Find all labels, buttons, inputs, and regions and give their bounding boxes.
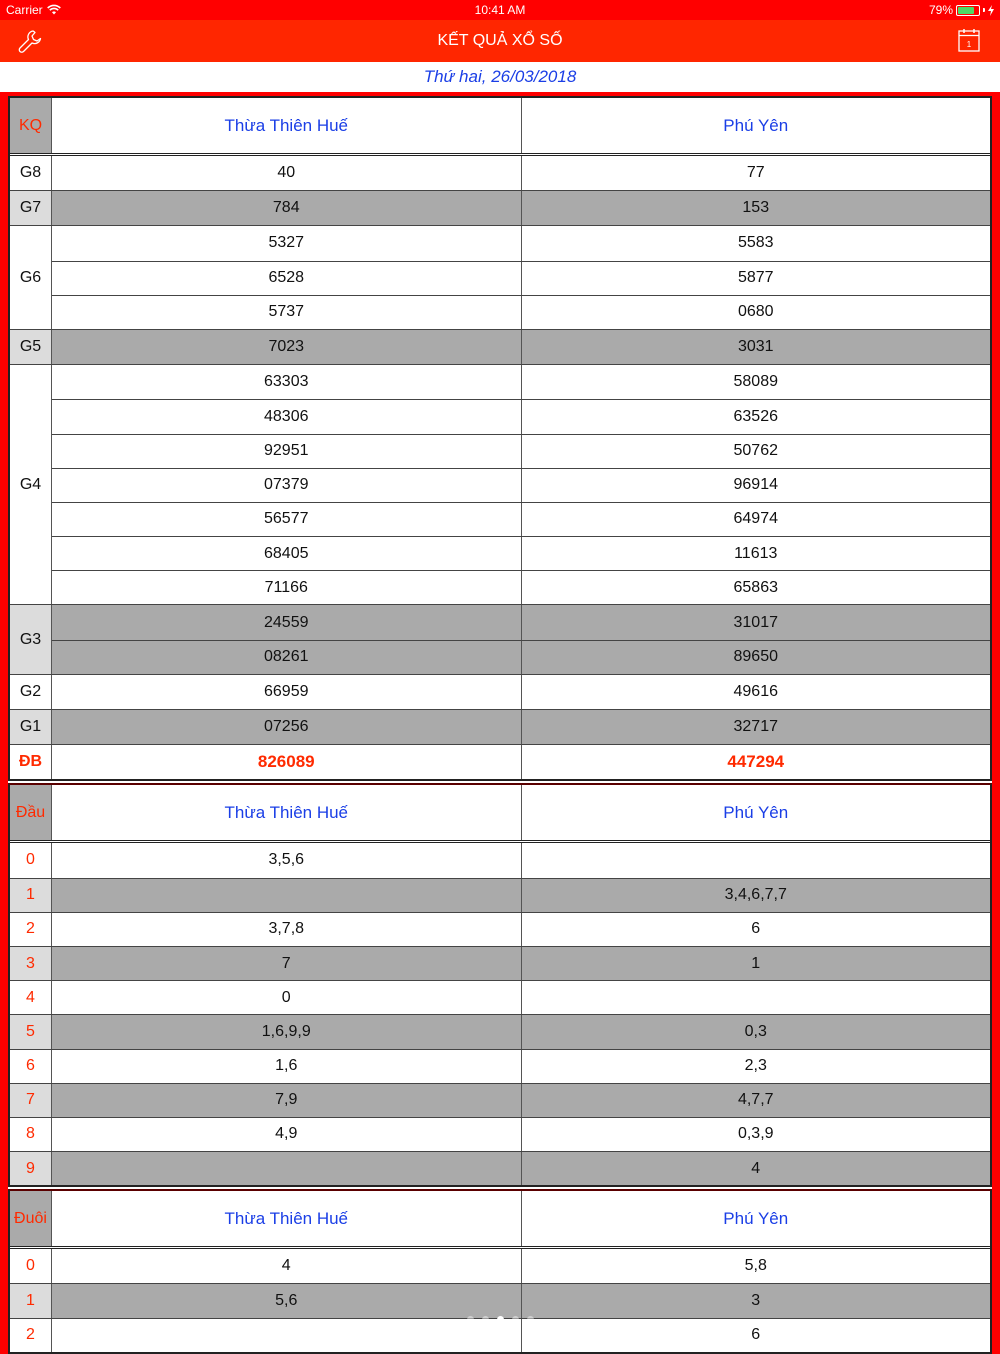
dau-body [10, 843, 990, 1185]
carrier-label: Carrier [6, 3, 43, 17]
digit-label: 1 [10, 879, 52, 912]
prize-rows [52, 226, 990, 329]
calendar-day: 1 [966, 40, 972, 49]
digit-values: 4 [521, 1152, 991, 1185]
prize-group [10, 156, 990, 190]
table-row [52, 640, 990, 674]
table-row [10, 878, 990, 912]
charging-bolt-icon [988, 5, 994, 16]
province-header: Thừa Thiên Huế [52, 1191, 521, 1246]
result-number: 0680 [521, 296, 991, 329]
prize-group [10, 190, 990, 225]
table-row [10, 1117, 990, 1151]
prize-group [10, 329, 990, 364]
prize-label: G4 [10, 365, 52, 604]
table-row [52, 330, 990, 364]
prize-label: G8 [10, 156, 52, 190]
result-number: 71166 [52, 571, 521, 604]
table-row [52, 502, 990, 536]
page-title: KẾT QUẢ XỔ SỐ [437, 32, 563, 49]
table-row [52, 468, 990, 502]
result-number: 40 [52, 156, 521, 190]
page-dot[interactable] [527, 1316, 534, 1323]
results-body [10, 156, 990, 779]
prize-rows [52, 365, 990, 604]
digit-label: 2 [10, 913, 52, 946]
page-dot[interactable] [482, 1316, 489, 1323]
results-header-row [10, 98, 990, 156]
table-row [52, 156, 990, 190]
table-row [52, 675, 990, 709]
battery-indicator [929, 3, 994, 17]
calendar-icon [958, 28, 980, 52]
province-header: Phú Yên [521, 98, 991, 153]
digit-label: 7 [10, 1084, 52, 1117]
prize-group [10, 744, 990, 779]
result-number: 5877 [521, 262, 991, 295]
prize-rows [52, 156, 990, 190]
prize-label: G5 [10, 330, 52, 364]
duoi-header-label: Đuôi [10, 1191, 52, 1246]
result-number: 92951 [52, 435, 521, 468]
table-row [52, 226, 990, 260]
table-row [52, 434, 990, 468]
table-row [52, 536, 990, 570]
table-row [10, 1083, 990, 1117]
digit-label: 1 [10, 1284, 52, 1317]
result-number: 07256 [52, 710, 521, 744]
result-number: 6528 [52, 262, 521, 295]
digit-values [52, 1152, 521, 1185]
clock: 10:41 AM [474, 3, 526, 17]
battery-level [958, 7, 974, 14]
result-number: 68405 [52, 537, 521, 570]
table-row [52, 295, 990, 329]
digit-values [521, 843, 991, 877]
table-row [10, 1049, 990, 1083]
result-number: 153 [521, 191, 991, 225]
prize-group [10, 709, 990, 744]
prize-label: G6 [10, 226, 52, 329]
digit-label: 0 [10, 843, 52, 877]
page-dot[interactable] [467, 1316, 474, 1323]
prize-group [10, 604, 990, 673]
digit-values: 6 [521, 1319, 991, 1352]
digit-values: 7 [52, 947, 521, 980]
calendar-button[interactable] [958, 28, 982, 54]
table-row [52, 191, 990, 225]
table-row [10, 1249, 990, 1283]
result-number: 66959 [52, 675, 521, 709]
results-table [8, 96, 992, 781]
result-number: 24559 [52, 605, 521, 639]
duoi-body [10, 1249, 990, 1352]
digit-values: 3,4,6,7,7 [521, 879, 991, 912]
digit-values: 0,3,9 [521, 1118, 991, 1151]
digit-values: 1,6 [52, 1050, 521, 1083]
digit-values: 4 [52, 1249, 521, 1283]
digit-values: 0 [52, 981, 521, 1014]
digit-label: 9 [10, 1152, 52, 1185]
digit-label: 3 [10, 947, 52, 980]
prize-label: G1 [10, 710, 52, 744]
result-number: 11613 [521, 537, 991, 570]
prize-rows [52, 710, 990, 744]
province-header: Thừa Thiên Huế [52, 785, 521, 840]
digit-values: 3,7,8 [52, 913, 521, 946]
table-row [10, 843, 990, 877]
navigation-bar [0, 20, 1000, 62]
page-dot[interactable] [497, 1316, 504, 1323]
digit-values: 6 [521, 913, 991, 946]
dau-header-label: Đầu [10, 785, 52, 840]
result-number: 08261 [52, 641, 521, 674]
prize-rows [52, 605, 990, 673]
result-number: 49616 [521, 675, 991, 709]
result-number: 31017 [521, 605, 991, 639]
digit-values: 1,6,9,9 [52, 1015, 521, 1048]
digit-label: 4 [10, 981, 52, 1014]
battery-tip [983, 8, 985, 12]
digit-label: 5 [10, 1015, 52, 1048]
result-number: 77 [521, 156, 991, 190]
prize-rows [52, 675, 990, 709]
duoi-header-row [10, 1191, 990, 1249]
result-number: 89650 [521, 641, 991, 674]
table-row [52, 570, 990, 604]
digit-values [52, 879, 521, 912]
prize-label: ĐB [10, 745, 52, 779]
table-row [52, 261, 990, 295]
table-row [10, 1014, 990, 1048]
result-number: 96914 [521, 469, 991, 502]
result-number: 3031 [521, 330, 991, 364]
digit-values: 4,9 [52, 1118, 521, 1151]
province-header: Thừa Thiên Huế [52, 98, 521, 153]
digit-values [521, 981, 991, 1014]
prize-rows [52, 330, 990, 364]
province-header: Phú Yên [521, 785, 991, 840]
digit-values: 1 [521, 947, 991, 980]
digit-values: 0,3 [521, 1015, 991, 1048]
result-number: 826089 [52, 745, 521, 779]
result-number: 5327 [52, 226, 521, 260]
results-scroll-area[interactable] [8, 96, 992, 1344]
battery-icon [956, 5, 980, 16]
result-number: 5583 [521, 226, 991, 260]
table-row [10, 980, 990, 1014]
page-dot[interactable] [512, 1316, 519, 1323]
selected-date[interactable]: Thứ hai, 26/03/2018 [0, 62, 1000, 92]
battery-percent: 79% [928, 3, 953, 17]
prize-rows [52, 191, 990, 225]
digit-values: 5,8 [521, 1249, 991, 1283]
prize-group [10, 225, 990, 329]
table-row [52, 745, 990, 779]
digit-values: 4,7,7 [521, 1084, 991, 1117]
prize-group [10, 364, 990, 604]
table-row [52, 605, 990, 639]
dau-table [8, 783, 992, 1187]
result-number: 32717 [521, 710, 991, 744]
result-number: 65863 [521, 571, 991, 604]
prize-rows [52, 745, 990, 779]
result-number: 48306 [52, 400, 521, 433]
table-row [52, 710, 990, 744]
status-bar [0, 0, 1000, 20]
table-row [10, 946, 990, 980]
result-number: 64974 [521, 503, 991, 536]
result-number: 63526 [521, 400, 991, 433]
result-number: 7023 [52, 330, 521, 364]
digit-values: 3 [521, 1284, 991, 1317]
prize-group [10, 674, 990, 709]
table-row [52, 399, 990, 433]
digit-label: 2 [10, 1319, 52, 1352]
digit-values: 5,6 [52, 1284, 521, 1317]
digit-label: 0 [10, 1249, 52, 1283]
result-number: 784 [52, 191, 521, 225]
table-row [10, 1151, 990, 1185]
table-row [10, 912, 990, 946]
province-header: Phú Yên [521, 1191, 991, 1246]
digit-values: 3,5,6 [52, 843, 521, 877]
duoi-table [8, 1189, 992, 1354]
prize-label: G3 [10, 605, 52, 673]
prize-label: G7 [10, 191, 52, 225]
prize-label: G2 [10, 675, 52, 709]
table-row [52, 365, 990, 399]
digit-label: 6 [10, 1050, 52, 1083]
result-number: 63303 [52, 365, 521, 399]
digit-values: 7,9 [52, 1084, 521, 1117]
result-number: 447294 [521, 745, 991, 779]
result-number: 07379 [52, 469, 521, 502]
result-number: 5737 [52, 296, 521, 329]
result-number: 50762 [521, 435, 991, 468]
result-number: 56577 [52, 503, 521, 536]
digit-values: 2,3 [521, 1050, 991, 1083]
page-control[interactable] [0, 1313, 1000, 1325]
results-header-label: KQ [10, 98, 52, 153]
dau-header-row [10, 785, 990, 843]
digit-label: 8 [10, 1118, 52, 1151]
result-number: 58089 [521, 365, 991, 399]
